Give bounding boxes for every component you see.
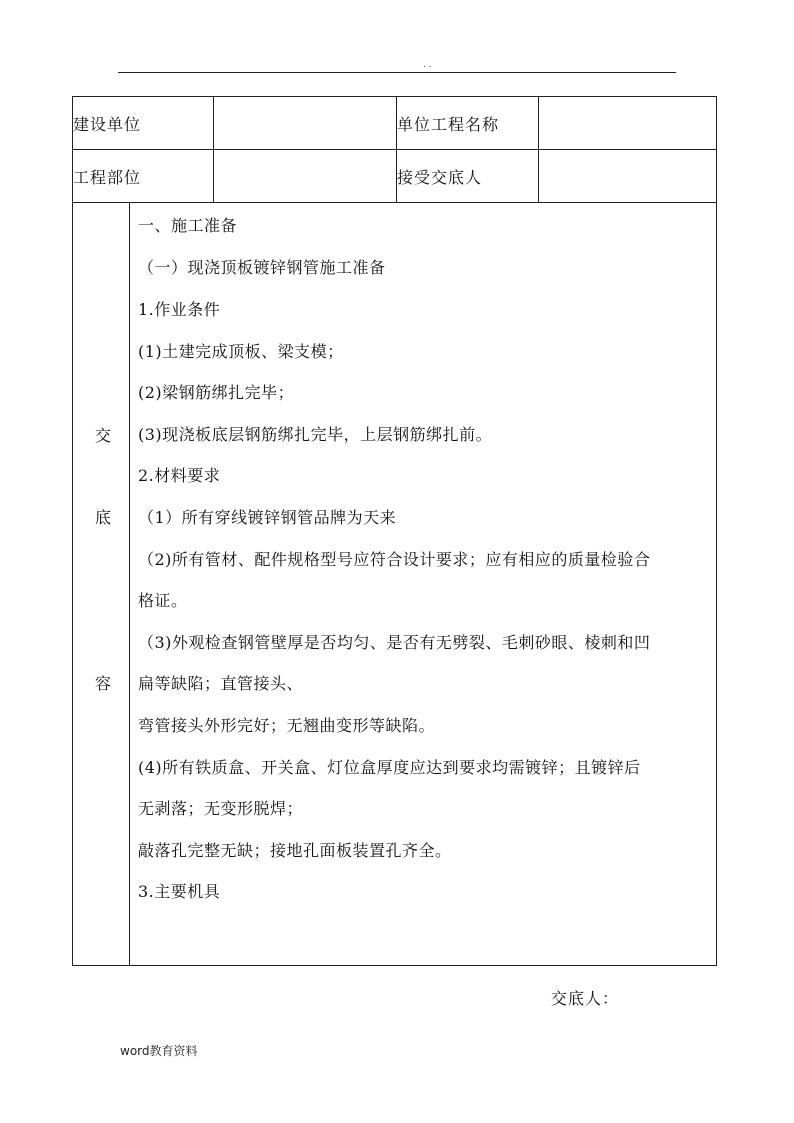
disclosure-table bbox=[72, 96, 717, 966]
project-part-value[interactable] bbox=[214, 150, 397, 203]
table-row bbox=[73, 97, 717, 150]
content-line: (4)所有铁质盒、开关盒、灯位盒厚度应达到要求均需镀锌；且镀锌后 bbox=[138, 758, 641, 777]
project-name-value[interactable] bbox=[539, 97, 717, 150]
construction-unit-label: 建设单位 bbox=[73, 97, 214, 150]
recipient-value[interactable] bbox=[539, 150, 717, 203]
side-char: 容 bbox=[95, 674, 112, 693]
content-line: 2.材料要求 bbox=[138, 466, 221, 485]
content-line: （3)外观检查钢管壁厚是否均匀、是否有无劈裂、毛刺砂眼、棱刺和凹 bbox=[138, 633, 651, 652]
content-line: （1）所有穿线镀锌钢管品牌为天来 bbox=[138, 508, 397, 527]
content-line: 弯管接头外形完好；无翘曲变形等缺陷。 bbox=[138, 716, 436, 735]
content-line: 1.作业条件 bbox=[138, 300, 221, 319]
content-line: 无剥落；无变形脱焊； bbox=[138, 799, 304, 818]
content-line: 敲落孔完整无缺；接地孔面板装置孔齐全。 bbox=[138, 841, 452, 860]
content-line: (3)现浇板底层钢筋绑扎完毕，上层钢筋绑扎前。 bbox=[138, 425, 493, 444]
content-line: 扁等缺陷；直管接头、 bbox=[138, 674, 304, 693]
content-line: 一、施工准备 bbox=[138, 216, 238, 235]
project-name-label: 单位工程名称 bbox=[397, 97, 539, 150]
header-dots: . . bbox=[423, 60, 432, 70]
content-line: (1)土建完成顶板、梁支模； bbox=[138, 342, 344, 361]
content-line: （2)所有管材、配件规格型号应符合设计要求；应有相应的质量检验合 bbox=[138, 550, 651, 569]
project-part-label: 工程部位 bbox=[73, 150, 214, 203]
signer-label: 交底人： bbox=[551, 989, 620, 1008]
side-char: 底 bbox=[95, 508, 112, 527]
table-row bbox=[73, 203, 717, 966]
construction-unit-value[interactable] bbox=[214, 97, 397, 150]
side-char: 交 bbox=[95, 426, 112, 445]
table-row bbox=[73, 150, 717, 203]
content-line: （一）现浇顶板镀锌钢管施工准备 bbox=[138, 258, 386, 277]
disclosure-side-label bbox=[73, 203, 130, 966]
content-line: 3.主要机具 bbox=[138, 882, 221, 901]
disclosure-content bbox=[130, 203, 717, 966]
content-line: 格证。 bbox=[138, 591, 188, 610]
content-line: (2)梁钢筋绑扎完毕； bbox=[138, 383, 295, 402]
footer-text: word教育资料 bbox=[120, 1044, 198, 1058]
recipient-label: 接受交底人 bbox=[397, 150, 539, 203]
header-rule bbox=[118, 72, 676, 73]
